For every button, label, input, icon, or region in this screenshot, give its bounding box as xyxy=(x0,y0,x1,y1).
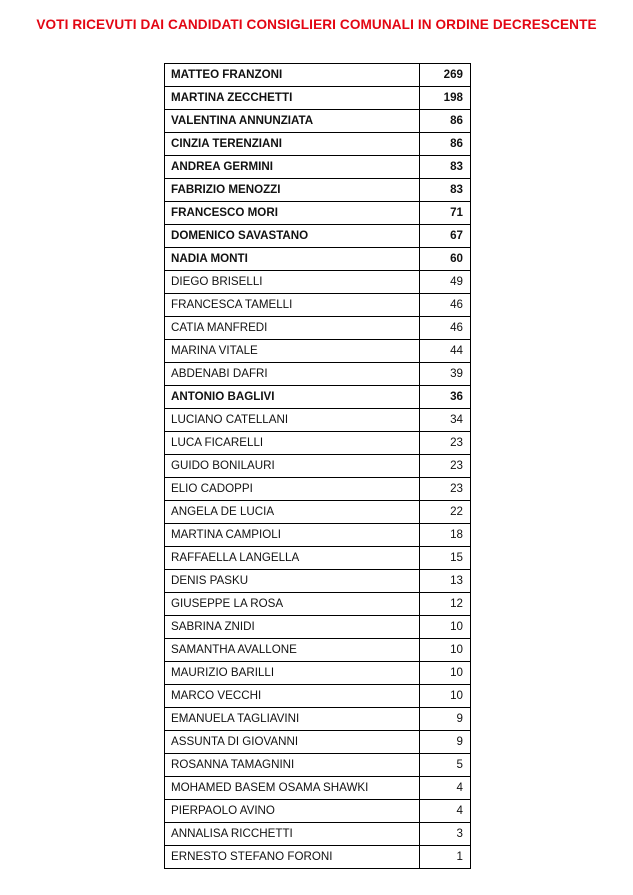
candidate-votes: 9 xyxy=(420,731,471,754)
candidate-name: DENIS PASKU xyxy=(165,570,420,593)
candidate-name: DIEGO BRISELLI xyxy=(165,271,420,294)
table-row xyxy=(165,340,471,363)
candidate-name: RAFFAELLA LANGELLA xyxy=(165,547,420,570)
table-row xyxy=(165,570,471,593)
page-title: VOTI RICEVUTI DAI CANDIDATI CONSIGLIERI COMUNALI IN ORDINE DECRESCENTE xyxy=(36,17,597,32)
table-row xyxy=(165,685,471,708)
table-row xyxy=(165,409,471,432)
candidate-votes: 22 xyxy=(420,501,471,524)
candidate-votes: 10 xyxy=(420,639,471,662)
candidate-votes: 86 xyxy=(420,110,471,133)
table-row xyxy=(165,432,471,455)
candidate-name: EMANUELA TAGLIAVINI xyxy=(165,708,420,731)
table-row xyxy=(165,156,471,179)
candidate-votes: 4 xyxy=(420,800,471,823)
candidate-name: GIUSEPPE LA ROSA xyxy=(165,593,420,616)
candidate-votes: 60 xyxy=(420,248,471,271)
table-row xyxy=(165,777,471,800)
candidate-votes: 3 xyxy=(420,823,471,846)
candidate-name: DOMENICO SAVASTANO xyxy=(165,225,420,248)
candidate-name: MARINA VITALE xyxy=(165,340,420,363)
candidate-votes: 83 xyxy=(420,179,471,202)
candidate-name: ERNESTO STEFANO FORONI xyxy=(165,846,420,869)
table-row xyxy=(165,800,471,823)
candidate-name: GUIDO BONILAURI xyxy=(165,455,420,478)
table-row xyxy=(165,179,471,202)
table-row xyxy=(165,386,471,409)
candidate-name: ANGELA DE LUCIA xyxy=(165,501,420,524)
table-row xyxy=(165,524,471,547)
candidate-name: FRANCESCO MORI xyxy=(165,202,420,225)
candidate-votes: 34 xyxy=(420,409,471,432)
table-row xyxy=(165,455,471,478)
candidate-votes: 67 xyxy=(420,225,471,248)
table-row xyxy=(165,616,471,639)
candidate-votes: 46 xyxy=(420,317,471,340)
candidate-votes: 23 xyxy=(420,455,471,478)
candidate-votes: 10 xyxy=(420,616,471,639)
candidate-name: ANTONIO BAGLIVI xyxy=(165,386,420,409)
candidate-votes: 49 xyxy=(420,271,471,294)
candidate-name: ROSANNA TAMAGNINI xyxy=(165,754,420,777)
table-row xyxy=(165,478,471,501)
candidate-votes: 23 xyxy=(420,432,471,455)
votes-table xyxy=(164,63,471,869)
candidate-name: ELIO CADOPPI xyxy=(165,478,420,501)
candidate-votes: 46 xyxy=(420,294,471,317)
table-row xyxy=(165,248,471,271)
table-row xyxy=(165,662,471,685)
candidate-votes: 198 xyxy=(420,87,471,110)
candidate-name: SABRINA ZNIDI xyxy=(165,616,420,639)
candidate-name: CINZIA TERENZIANI xyxy=(165,133,420,156)
candidate-name: MATTEO FRANZONI xyxy=(165,64,420,87)
table-row xyxy=(165,501,471,524)
candidate-votes: 83 xyxy=(420,156,471,179)
table-row xyxy=(165,846,471,869)
candidate-name: PIERPAOLO AVINO xyxy=(165,800,420,823)
table-row xyxy=(165,593,471,616)
candidate-name: NADIA MONTI xyxy=(165,248,420,271)
table-row xyxy=(165,708,471,731)
candidate-votes: 12 xyxy=(420,593,471,616)
candidate-name: MOHAMED BASEM OSAMA SHAWKI xyxy=(165,777,420,800)
votes-table-body xyxy=(165,64,471,869)
candidate-votes: 86 xyxy=(420,133,471,156)
candidate-votes: 1 xyxy=(420,846,471,869)
table-row xyxy=(165,110,471,133)
table-row xyxy=(165,547,471,570)
candidate-votes: 15 xyxy=(420,547,471,570)
candidate-votes: 36 xyxy=(420,386,471,409)
table-row xyxy=(165,271,471,294)
candidate-name: FABRIZIO MENOZZI xyxy=(165,179,420,202)
candidate-votes: 23 xyxy=(420,478,471,501)
table-row xyxy=(165,87,471,110)
candidate-name: CATIA MANFREDI xyxy=(165,317,420,340)
candidate-name: FRANCESCA TAMELLI xyxy=(165,294,420,317)
candidate-name: MARTINA CAMPIOLI xyxy=(165,524,420,547)
candidate-name: ANNALISA RICCHETTI xyxy=(165,823,420,846)
candidate-votes: 18 xyxy=(420,524,471,547)
candidate-name: ABDENABI DAFRI xyxy=(165,363,420,386)
table-row xyxy=(165,823,471,846)
table-row xyxy=(165,294,471,317)
candidate-name: MAURIZIO BARILLI xyxy=(165,662,420,685)
candidate-name: VALENTINA ANNUNZIATA xyxy=(165,110,420,133)
table-row xyxy=(165,225,471,248)
candidate-votes: 5 xyxy=(420,754,471,777)
candidate-votes: 71 xyxy=(420,202,471,225)
candidate-name: MARCO VECCHI xyxy=(165,685,420,708)
table-row xyxy=(165,639,471,662)
candidate-name: LUCA FICARELLI xyxy=(165,432,420,455)
candidate-name: SAMANTHA AVALLONE xyxy=(165,639,420,662)
table-row xyxy=(165,64,471,87)
candidate-votes: 10 xyxy=(420,685,471,708)
candidate-votes: 4 xyxy=(420,777,471,800)
candidate-votes: 13 xyxy=(420,570,471,593)
table-row xyxy=(165,754,471,777)
candidate-name: ANDREA GERMINI xyxy=(165,156,420,179)
table-row xyxy=(165,202,471,225)
candidate-name: LUCIANO CATELLANI xyxy=(165,409,420,432)
table-row xyxy=(165,133,471,156)
candidate-votes: 269 xyxy=(420,64,471,87)
candidate-votes: 10 xyxy=(420,662,471,685)
candidate-name: MARTINA ZECCHETTI xyxy=(165,87,420,110)
table-row xyxy=(165,317,471,340)
candidate-votes: 39 xyxy=(420,363,471,386)
candidate-votes: 9 xyxy=(420,708,471,731)
table-row xyxy=(165,731,471,754)
candidate-name: ASSUNTA DI GIOVANNI xyxy=(165,731,420,754)
table-row xyxy=(165,363,471,386)
candidate-votes: 44 xyxy=(420,340,471,363)
